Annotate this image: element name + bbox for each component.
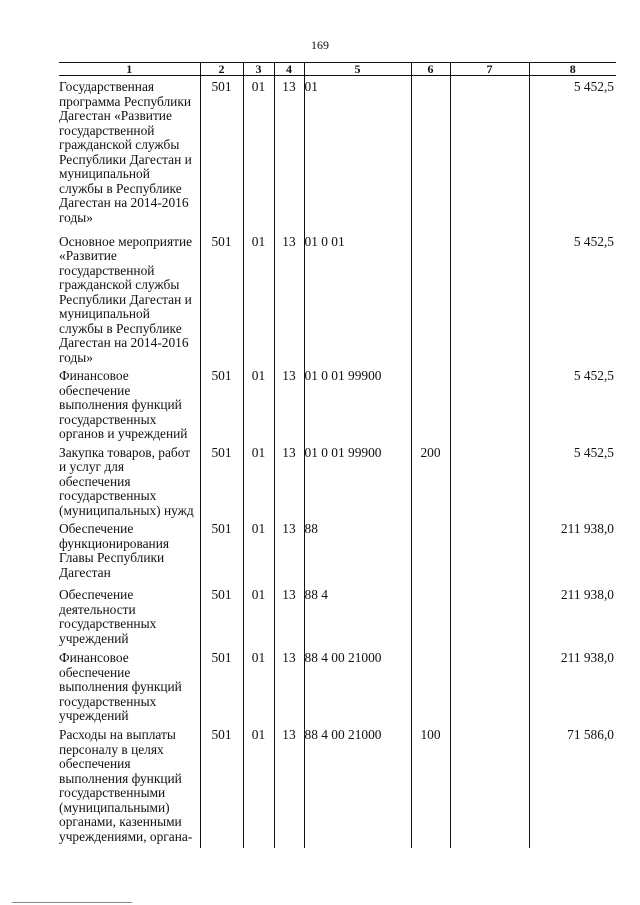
cell-col6: 100 [411,724,450,848]
budget-table [59,62,616,848]
cell-col3: 01 [243,647,274,724]
cell-col4: 13 [274,365,304,442]
cell-col2: 501 [200,231,243,366]
row-name: Обеспечение деятельности государственных учреждений [59,584,200,647]
cell-col5: 01 0 01 99900 [304,442,411,519]
row-name: Финансовое обеспечение выполнения функций государственных органов и учреждений [59,365,200,442]
cell-col4: 13 [274,442,304,519]
header-cell: 4 [274,63,304,76]
cell-col3: 01 [243,518,274,584]
header-cell: 3 [243,63,274,76]
table-row [59,231,616,366]
cell-col6 [411,647,450,724]
cell-col7 [450,647,529,724]
cell-col8: 211 938,0 [529,647,616,724]
cell-col3: 01 [243,231,274,366]
row-name: Государственная программа Республики Дагестан «Развитие государственной гражданской службы Республики Дагестан и муниципальной службы в Республике Дагестан на 2014-2016 годы» [59,76,200,231]
cell-col7 [450,76,529,231]
cell-col7 [450,518,529,584]
cell-col5: 01 0 01 [304,231,411,366]
row-name: Обеспечение функционирования Главы Республики Дагестан [59,518,200,584]
table-row [59,76,616,231]
cell-col8: 5 452,5 [529,76,616,231]
cell-col3: 01 [243,584,274,647]
cell-col6 [411,518,450,584]
cell-col7 [450,724,529,848]
cell-col8: 211 938,0 [529,584,616,647]
cell-col5: 88 [304,518,411,584]
table-row [59,647,616,724]
cell-col2: 501 [200,518,243,584]
header-cell: 7 [450,63,529,76]
header-cell: 2 [200,63,243,76]
cell-col8: 211 938,0 [529,518,616,584]
header-cell: 8 [529,63,616,76]
cell-col8: 5 452,5 [529,442,616,519]
bottom-rule [12,902,132,903]
cell-col8: 71 586,0 [529,724,616,848]
page-number: 169 [311,38,329,52]
cell-col5: 88 4 [304,584,411,647]
cell-col2: 501 [200,365,243,442]
cell-col2: 501 [200,724,243,848]
cell-col7 [450,584,529,647]
cell-col4: 13 [274,647,304,724]
cell-col3: 01 [243,365,274,442]
cell-col7 [450,231,529,366]
cell-col5: 01 0 01 99900 [304,365,411,442]
header-cell: 5 [304,63,411,76]
cell-col6 [411,365,450,442]
cell-col4: 13 [274,518,304,584]
header-cell: 6 [411,63,450,76]
table-row [59,724,616,848]
cell-col2: 501 [200,76,243,231]
cell-col8: 5 452,5 [529,231,616,366]
header-row [59,63,616,76]
cell-col2: 501 [200,647,243,724]
cell-col6 [411,584,450,647]
cell-col4: 13 [274,584,304,647]
table-row [59,365,616,442]
cell-col5: 88 4 00 21000 [304,724,411,848]
cell-col6 [411,76,450,231]
cell-col5: 88 4 00 21000 [304,647,411,724]
cell-col4: 13 [274,76,304,231]
cell-col3: 01 [243,442,274,519]
cell-col2: 501 [200,442,243,519]
cell-col2: 501 [200,584,243,647]
table-row [59,584,616,647]
table-row [59,442,616,519]
row-name: Основное мероприятие «Развитие государственной гражданской службы Республики Дагестан и муниципальной службы в Республике Дагестан на 2014-2016 годы» [59,231,200,366]
cell-col4: 13 [274,724,304,848]
cell-col3: 01 [243,76,274,231]
cell-col7 [450,365,529,442]
cell-col5: 01 [304,76,411,231]
cell-col4: 13 [274,231,304,366]
row-name: Закупка товаров, работ и услуг для обеспечения государственных (муниципальных) нужд [59,442,200,519]
cell-col8: 5 452,5 [529,365,616,442]
cell-col6: 200 [411,442,450,519]
cell-col6 [411,231,450,366]
cell-col3: 01 [243,724,274,848]
row-name: Расходы на выплаты персоналу в целях обеспечения выполнения функций государственными (муниципальными) органами, казенными учреждениями, органа- [59,724,200,848]
cell-col7 [450,442,529,519]
header-cell: 1 [59,63,200,76]
table-row [59,518,616,584]
row-name: Финансовое обеспечение выполнения функций государственных учреждений [59,647,200,724]
